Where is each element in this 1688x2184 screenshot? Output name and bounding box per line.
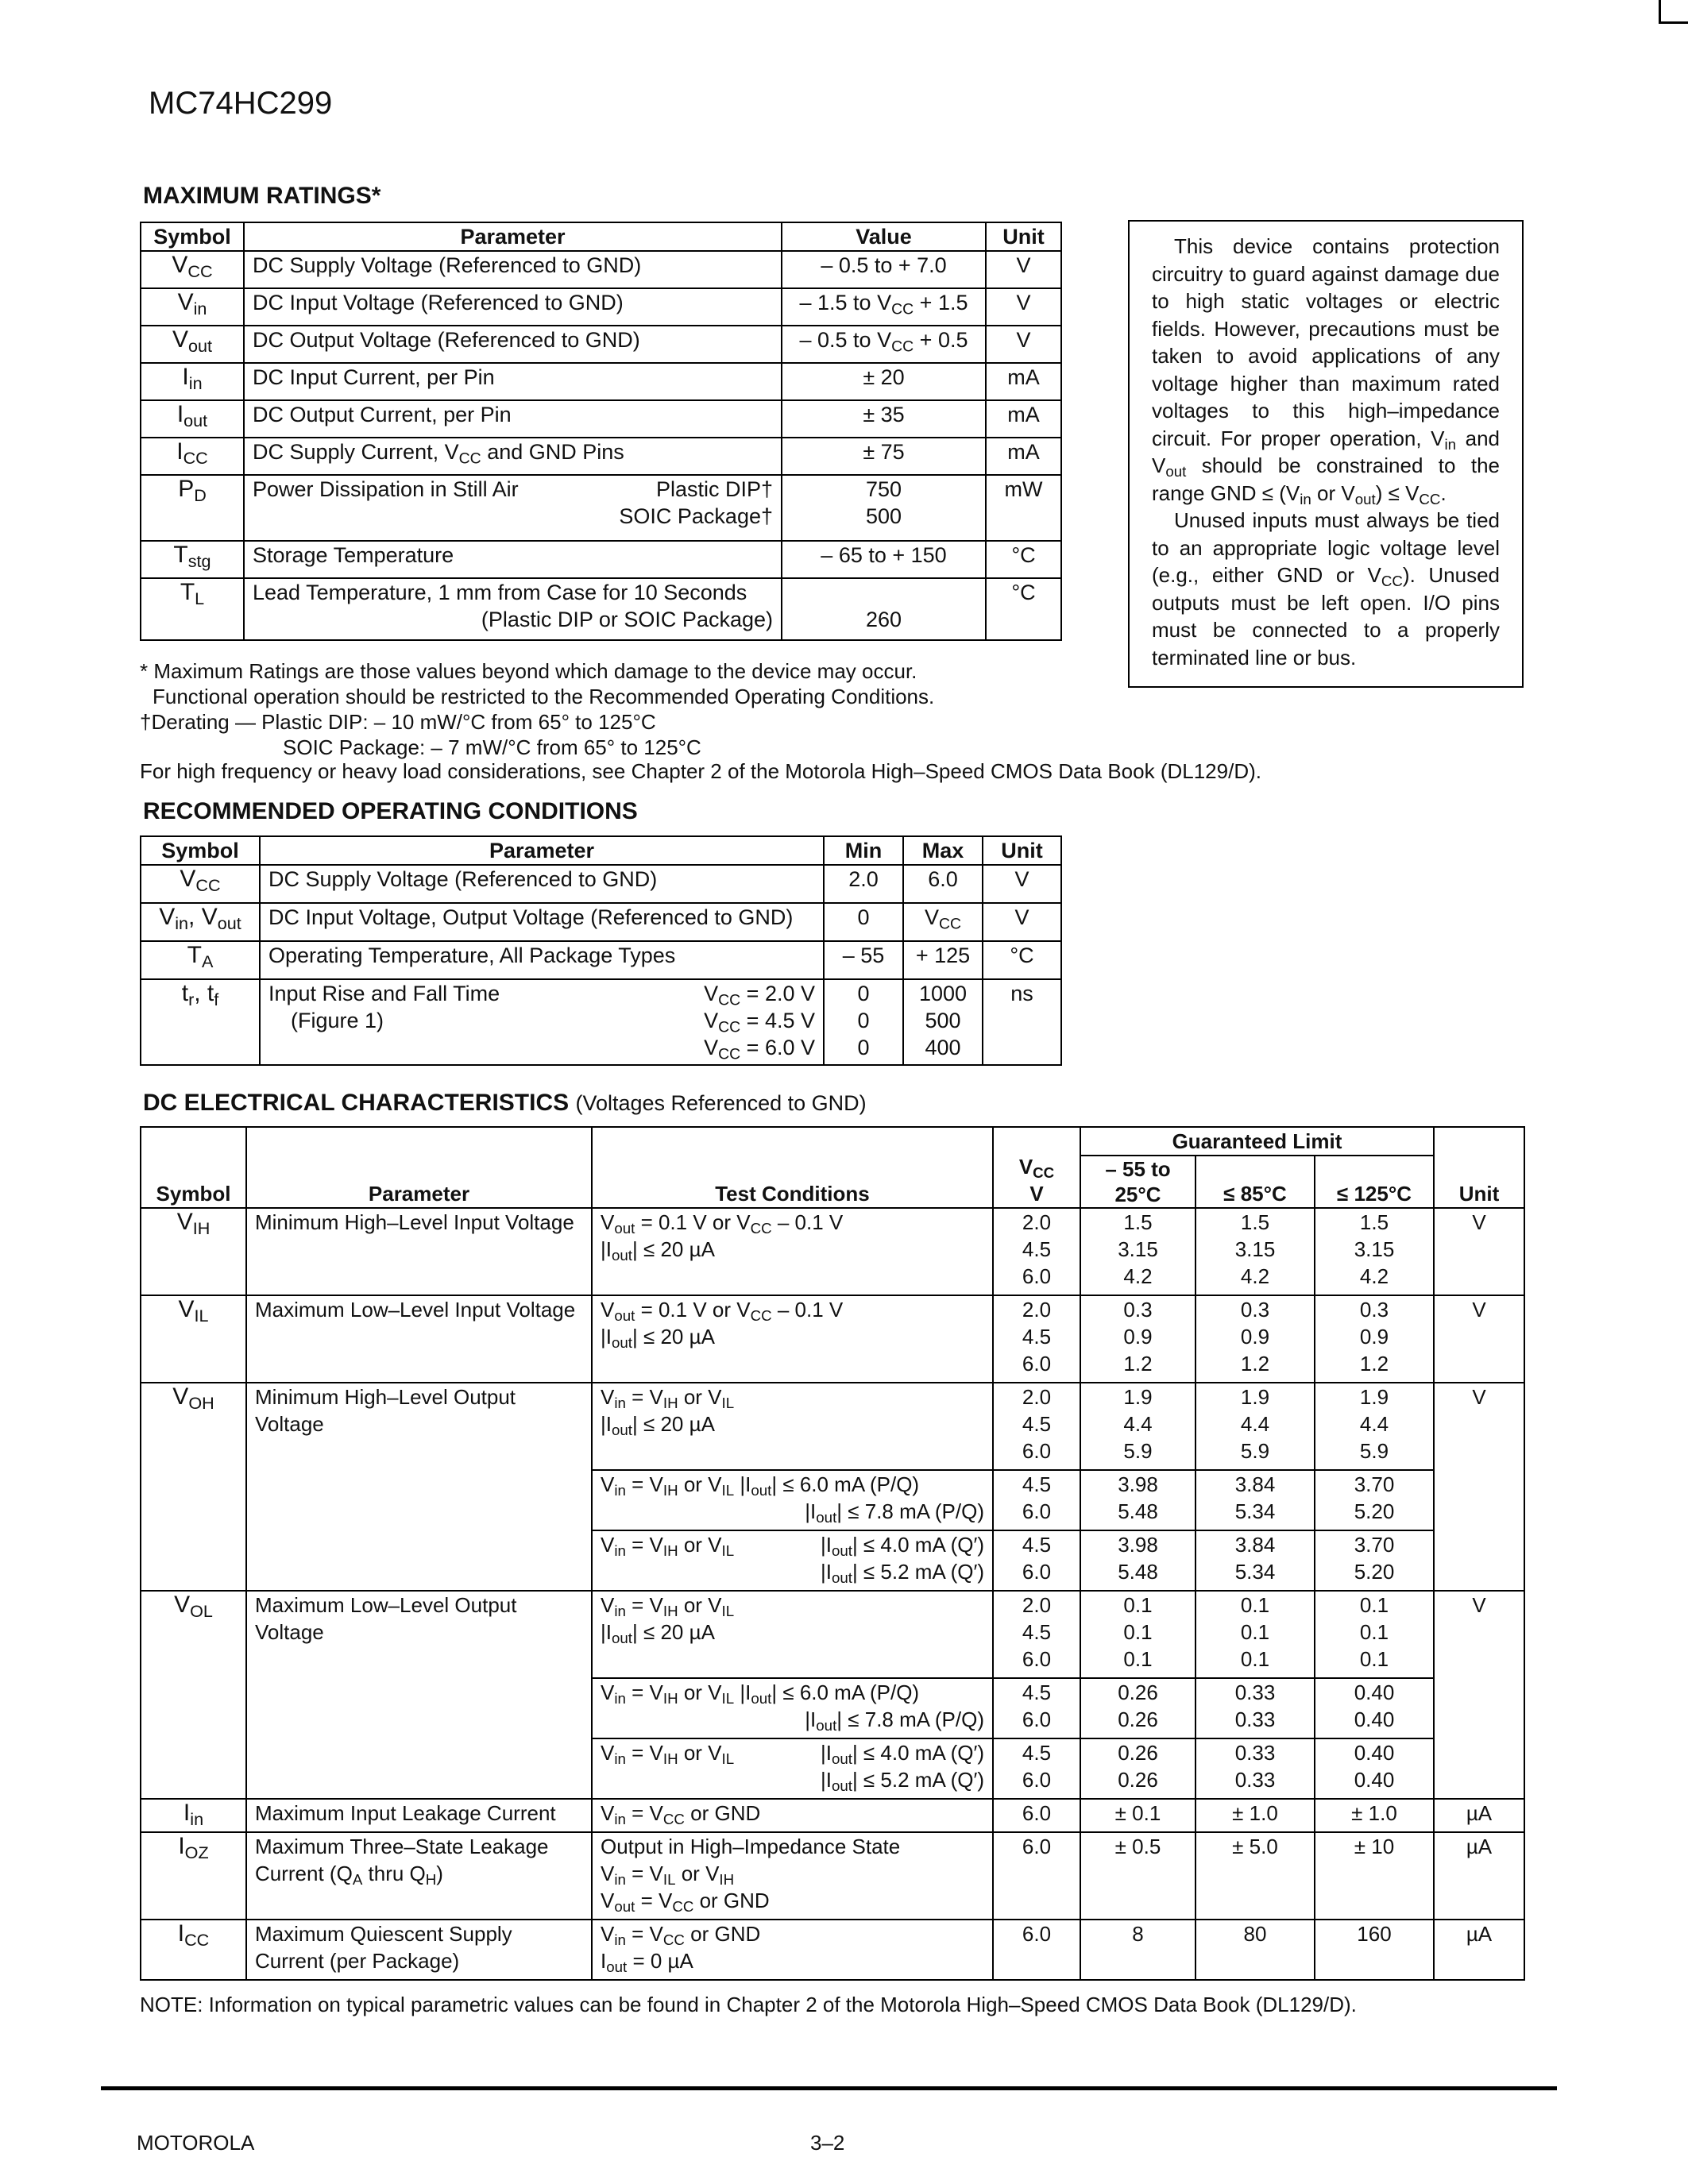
unit-cell: µA [1434, 1832, 1524, 1920]
unit-cell: V [1434, 1295, 1524, 1383]
unit-cell: V [1434, 1591, 1524, 1799]
parameter-cell: Maximum Quiescent Supply Current (per Package) [246, 1920, 592, 1980]
limit-cell: 3.98 5.48 [1080, 1530, 1196, 1591]
document-id: MC74HC299 [149, 86, 333, 121]
value-cell: ± 75 [782, 438, 986, 475]
table-row [141, 438, 1061, 475]
symbol-cell: $V_{out}$ [141, 326, 244, 363]
col-temp-25: – 55 to 25°C [1080, 1156, 1196, 1208]
table-row [141, 251, 1061, 288]
col-max: Max [903, 836, 983, 865]
table-row-vol [141, 1591, 1524, 1678]
table-row [141, 288, 1061, 326]
limit-cell: ± 0.1 [1080, 1799, 1196, 1832]
symbol-cell: $V_{OL}$ [141, 1591, 246, 1799]
parameter-cell: DC Output Voltage (Referenced to GND) [244, 326, 782, 363]
parameter-cell: Input Rise and Fall Time $V_{CC} = 2.0$ V (Figure 1) $V_{CC} = 4.5$ V $V_{CC} = 6.0$ V [260, 979, 824, 1065]
symbol-cell: $V_{OH}$ [141, 1383, 246, 1591]
vcc-cell: 6.0 [993, 1832, 1080, 1920]
symbol-cell: $t_r$, $t_f$ [141, 979, 260, 1065]
parameter-cell: Minimum High–Level Input Voltage [246, 1208, 592, 1295]
unit-cell: µA [1434, 1920, 1524, 1980]
symbol-cell: $I_{in}$ [141, 363, 244, 400]
vcc-cell: 6.0 [993, 1799, 1080, 1832]
table-header-row [141, 836, 1061, 865]
footer-company: MOTOROLA [137, 2131, 255, 2155]
symbol-cell: $I_{out}$ [141, 400, 244, 438]
test-condition-cell: $V_{in} = V_{CC}$ or GND $I_{out} = 0$ µA [592, 1920, 993, 1980]
table-row-vil [141, 1295, 1524, 1383]
unit-cell: µA [1434, 1799, 1524, 1832]
table-header-row [141, 222, 1061, 251]
page-corner-mark [1659, 0, 1688, 24]
min-cell: – 55 [824, 941, 903, 979]
limit-cell: 3.70 5.20 [1315, 1470, 1434, 1530]
test-condition-cell: $V_{in} = V_{IH}$ or $V_{IL}$ $|I_{out}| \le 20$ µA [592, 1591, 993, 1678]
symbol-cell: $T_{stg}$ [141, 541, 244, 578]
max-ratings-table [140, 222, 1062, 641]
parameter-cell: DC Supply Voltage (Referenced to GND) [260, 865, 824, 903]
symbol-cell: $P_D$ [141, 475, 244, 541]
limit-cell: 0.3 0.9 1.2 [1315, 1295, 1434, 1383]
vcc-cell: 2.0 4.5 6.0 [993, 1591, 1080, 1678]
table-row-vih [141, 1208, 1524, 1295]
unit-cell: V [1434, 1383, 1524, 1591]
unit-cell: °C [983, 941, 1061, 979]
protection-paragraph-2: Unused inputs must always be tied to an appropriate logic voltage level (e.g., either GND or $V_{CC}$). Unused outputs must be left open. I/O pins must be connected to a properly terminated line or bus. [1152, 508, 1500, 669]
footnote-5: For high frequency or heavy load considerations, see Chapter 2 of the Motorola High–Speed CMOS Data Book (DL129/D). [140, 759, 1261, 783]
symbol-cell: $I_{OZ}$ [141, 1832, 246, 1920]
value-cell: ± 20 [782, 363, 986, 400]
unit-cell: mA [986, 438, 1061, 475]
unit-cell: mA [986, 400, 1061, 438]
footnote-1: * Maximum Ratings are those values beyond which damage to the device may occur. [140, 659, 917, 683]
limit-cell: 3.84 5.34 [1196, 1470, 1315, 1530]
dc-note: NOTE: Information on typical parametric values can be found in Chapter 2 of the Motorola High–Speed CMOS Data Book (DL129/D). [140, 1993, 1357, 2016]
parameter-cell: DC Output Current, per Pin [244, 400, 782, 438]
limit-cell: 0.1 0.1 0.1 [1315, 1591, 1434, 1678]
col-symbol: Symbol [141, 222, 244, 251]
limit-cell: 0.40 0.40 [1315, 1678, 1434, 1738]
limit-cell: 0.3 0.9 1.2 [1080, 1295, 1196, 1383]
col-parameter: Parameter [246, 1127, 592, 1208]
unit-cell: V [986, 326, 1061, 363]
value-cell: 750 500 [782, 475, 986, 541]
parameter-cell: Maximum Input Leakage Current [246, 1799, 592, 1832]
test-condition-cell: $V_{in} = V_{IH}$ or $V_{IL}$ $|I_{out}| \le 4.0$ mA (Q′) $|I_{out}| \le 5.2$ mA (Q′) [592, 1738, 993, 1799]
dc-char-table [140, 1126, 1525, 1981]
table-row [141, 541, 1061, 578]
symbol-cell: $V_{in}$, $V_{out}$ [141, 903, 260, 941]
limit-cell: 1.9 4.4 5.9 [1315, 1383, 1434, 1470]
symbol-cell: $V_{CC}$ [141, 251, 244, 288]
vcc-cell: 4.5 6.0 [993, 1678, 1080, 1738]
vcc-cell: 4.5 6.0 [993, 1470, 1080, 1530]
max-cell: 1000 500 400 [903, 979, 983, 1065]
min-cell: 0 0 0 [824, 979, 903, 1065]
col-temp-125: ≤ 125°C [1315, 1156, 1434, 1208]
parameter-cell: DC Input Voltage (Referenced to GND) [244, 288, 782, 326]
symbol-cell: $V_{CC}$ [141, 865, 260, 903]
vcc-cell: 2.0 4.5 6.0 [993, 1295, 1080, 1383]
test-condition-cell: $V_{in} = V_{IH}$ or $V_{IL}$ $|I_{out}| \le 6.0$ mA (P/Q) $|I_{out}| \le 7.8$ mA (P/Q) [592, 1470, 993, 1530]
table-row-voh [141, 1383, 1524, 1470]
max-ratings-title: MAXIMUM RATINGS* [143, 183, 381, 209]
limit-cell: 0.40 0.40 [1315, 1738, 1434, 1799]
parameter-cell: Power Dissipation in Still Air Plastic DIP† SOIC Package† [244, 475, 782, 541]
limit-cell: 3.84 5.34 [1196, 1530, 1315, 1591]
test-condition-cell: $V_{in} = V_{IH}$ or $V_{IL}$ $|I_{out}| \le 20$ µA [592, 1383, 993, 1470]
symbol-cell: $T_L$ [141, 578, 244, 640]
col-guaranteed-limit: Guaranteed Limit [1080, 1127, 1434, 1156]
unit-cell: V [986, 251, 1061, 288]
unit-cell: V [986, 288, 1061, 326]
parameter-cell: DC Supply Current, $V_{CC}$ and GND Pins [244, 438, 782, 475]
protection-paragraph-1: This device contains protection circuitry to guard against damage due to high static voltages or electric fields. However, precautions must be taken to avoid applications of any voltage higher than maximum rated voltages to this high–impedance circuit. For proper operation, $V_{in}$ and $V_{out}$ should be constrained to the range GND ≤ ($V_{in}$ or $V_{out}) \le V_{CC}$. [1152, 234, 1501, 507]
col-unit: Unit [986, 222, 1061, 251]
table-row [141, 903, 1061, 941]
unit-cell: V [983, 903, 1061, 941]
vcc-cell: 6.0 [993, 1920, 1080, 1980]
unit-cell: °C [986, 578, 1061, 640]
unit-cell: V [1434, 1208, 1524, 1295]
rec-op-title: RECOMMENDED OPERATING CONDITIONS [143, 798, 638, 824]
symbol-cell: $V_{in}$ [141, 288, 244, 326]
vcc-cell: 4.5 6.0 [993, 1738, 1080, 1799]
unit-cell: mW [986, 475, 1061, 541]
footnote-3: †Derating — Plastic DIP: – 10 mW/°C from 65° to 125°C [140, 710, 656, 734]
table-row-ioz [141, 1832, 1524, 1920]
table-row-iin [141, 1799, 1524, 1832]
limit-cell: 1.9 4.4 5.9 [1080, 1383, 1196, 1470]
symbol-cell: $I_{CC}$ [141, 438, 244, 475]
symbol-cell: $I_{CC}$ [141, 1920, 246, 1980]
limit-cell: 0.33 0.33 [1196, 1738, 1315, 1799]
test-condition-cell: $V_{in} = V_{IH}$ or $V_{IL}$ $|I_{out}| \le 6.0$ mA (P/Q) $|I_{out}| \le 7.8$ mA (P/Q) [592, 1678, 993, 1738]
parameter-cell: DC Input Voltage, Output Voltage (Referenced to GND) [260, 903, 824, 941]
max-cell: $V_{CC}$ [903, 903, 983, 941]
max-cell: 6.0 [903, 865, 983, 903]
limit-cell: 1.5 3.15 4.2 [1080, 1208, 1196, 1295]
col-symbol: Symbol [141, 1127, 246, 1208]
value-cell: – 1.5 to $V_{CC} + 1.5$ [782, 288, 986, 326]
value-cell: – 65 to + 150 [782, 541, 986, 578]
parameter-cell: Minimum High–Level Output Voltage [246, 1383, 592, 1591]
limit-cell: 1.5 3.15 4.2 [1196, 1208, 1315, 1295]
value-cell: 260 [782, 578, 986, 640]
test-condition-cell: Output in High–Impedance State $V_{in} = V_{IL}$ or $V_{IH}$ $V_{out} = V_{CC}$ or GND [592, 1832, 993, 1920]
test-condition-cell: $V_{out} = 0.1$ V or $V_{CC} - 0.1$ V $|I_{out}| \le 20$ µA [592, 1295, 993, 1383]
limit-cell: 0.26 0.26 [1080, 1738, 1196, 1799]
col-symbol: Symbol [141, 836, 260, 865]
parameter-cell: Maximum Low–Level Output Voltage [246, 1591, 592, 1799]
symbol-cell: $T_A$ [141, 941, 260, 979]
limit-cell: ± 0.5 [1080, 1832, 1196, 1920]
min-cell: 0 [824, 903, 903, 941]
table-row [141, 475, 1061, 541]
limit-cell: 1.9 4.4 5.9 [1196, 1383, 1315, 1470]
parameter-cell: Operating Temperature, All Package Types [260, 941, 824, 979]
limit-cell: 80 [1196, 1920, 1315, 1980]
col-min: Min [824, 836, 903, 865]
limit-cell: 0.3 0.9 1.2 [1196, 1295, 1315, 1383]
unit-cell: mA [986, 363, 1061, 400]
value-cell: – 0.5 to $V_{CC} + 0.5$ [782, 326, 986, 363]
limit-cell: 3.70 5.20 [1315, 1530, 1434, 1591]
parameter-cell: DC Supply Voltage (Referenced to GND) [244, 251, 782, 288]
table-row [141, 941, 1061, 979]
page-number: 3–2 [810, 2131, 845, 2155]
table-header-row [141, 1127, 1524, 1156]
symbol-cell: $I_{in}$ [141, 1799, 246, 1832]
table-row-icc [141, 1920, 1524, 1980]
protection-notice-box [1128, 220, 1524, 688]
table-row [141, 865, 1061, 903]
footnote-2: Functional operation should be restricted to the Recommended Operating Conditions. [153, 685, 935, 708]
value-cell: ± 35 [782, 400, 986, 438]
max-cell: + 125 [903, 941, 983, 979]
footnote-4: SOIC Package: – 7 mW/°C from 65° to 125°C [283, 735, 701, 759]
col-parameter: Parameter [244, 222, 782, 251]
test-condition-cell: $V_{in} = V_{IH}$ or $V_{IL}$ $|I_{out}| \le 4.0$ mA (Q′) $|I_{out}| \le 5.2$ mA (Q′) [592, 1530, 993, 1591]
table-row [141, 979, 1061, 1065]
limit-cell: ± 1.0 [1315, 1799, 1434, 1832]
col-test-conditions: Test Conditions [592, 1127, 993, 1208]
table-row [141, 326, 1061, 363]
table-row [141, 363, 1061, 400]
col-temp-85: ≤ 85°C [1196, 1156, 1315, 1208]
symbol-cell: $V_{IH}$ [141, 1208, 246, 1295]
test-condition-cell: $V_{out} = 0.1$ V or $V_{CC} - 0.1$ V $|I_{out}| \le 20$ µA [592, 1208, 993, 1295]
rec-op-table [140, 835, 1062, 1066]
col-parameter: Parameter [260, 836, 824, 865]
col-unit: Unit [983, 836, 1061, 865]
dc-char-title: DC ELECTRICAL CHARACTERISTICS (Voltages Referenced to GND) [143, 1090, 867, 1116]
limit-cell: ± 1.0 [1196, 1799, 1315, 1832]
limit-cell: 160 [1315, 1920, 1434, 1980]
limit-cell: 0.26 0.26 [1080, 1678, 1196, 1738]
footer-rule [101, 2086, 1557, 2090]
vcc-cell: 2.0 4.5 6.0 [993, 1208, 1080, 1295]
min-cell: 2.0 [824, 865, 903, 903]
parameter-cell: Maximum Three–State Leakage Current ($Q_A$ thru $Q_H$) [246, 1832, 592, 1920]
limit-cell: 8 [1080, 1920, 1196, 1980]
symbol-cell: $V_{IL}$ [141, 1295, 246, 1383]
limit-cell: ± 10 [1315, 1832, 1434, 1920]
limit-cell: 0.1 0.1 0.1 [1196, 1591, 1315, 1678]
limit-cell: ± 5.0 [1196, 1832, 1315, 1920]
col-vcc: $V_{CC}$ V [993, 1127, 1080, 1208]
vcc-cell: 4.5 6.0 [993, 1530, 1080, 1591]
parameter-cell: Maximum Low–Level Input Voltage [246, 1295, 592, 1383]
limit-cell: 3.98 5.48 [1080, 1470, 1196, 1530]
limit-cell: 1.5 3.15 4.2 [1315, 1208, 1434, 1295]
unit-cell: ns [983, 979, 1061, 1065]
parameter-cell: Storage Temperature [244, 541, 782, 578]
value-cell: – 0.5 to + 7.0 [782, 251, 986, 288]
unit-cell: V [983, 865, 1061, 903]
parameter-cell: Lead Temperature, 1 mm from Case for 10 Seconds (Plastic DIP or SOIC Package) [244, 578, 782, 640]
parameter-cell: DC Input Current, per Pin [244, 363, 782, 400]
table-row [141, 400, 1061, 438]
limit-cell: 0.1 0.1 0.1 [1080, 1591, 1196, 1678]
col-unit: Unit [1434, 1127, 1524, 1208]
col-value: Value [782, 222, 986, 251]
vcc-cell: 2.0 4.5 6.0 [993, 1383, 1080, 1470]
unit-cell: °C [986, 541, 1061, 578]
limit-cell: 0.33 0.33 [1196, 1678, 1315, 1738]
table-row [141, 578, 1061, 640]
test-condition-cell: $V_{in} = V_{CC}$ or GND [592, 1799, 993, 1832]
